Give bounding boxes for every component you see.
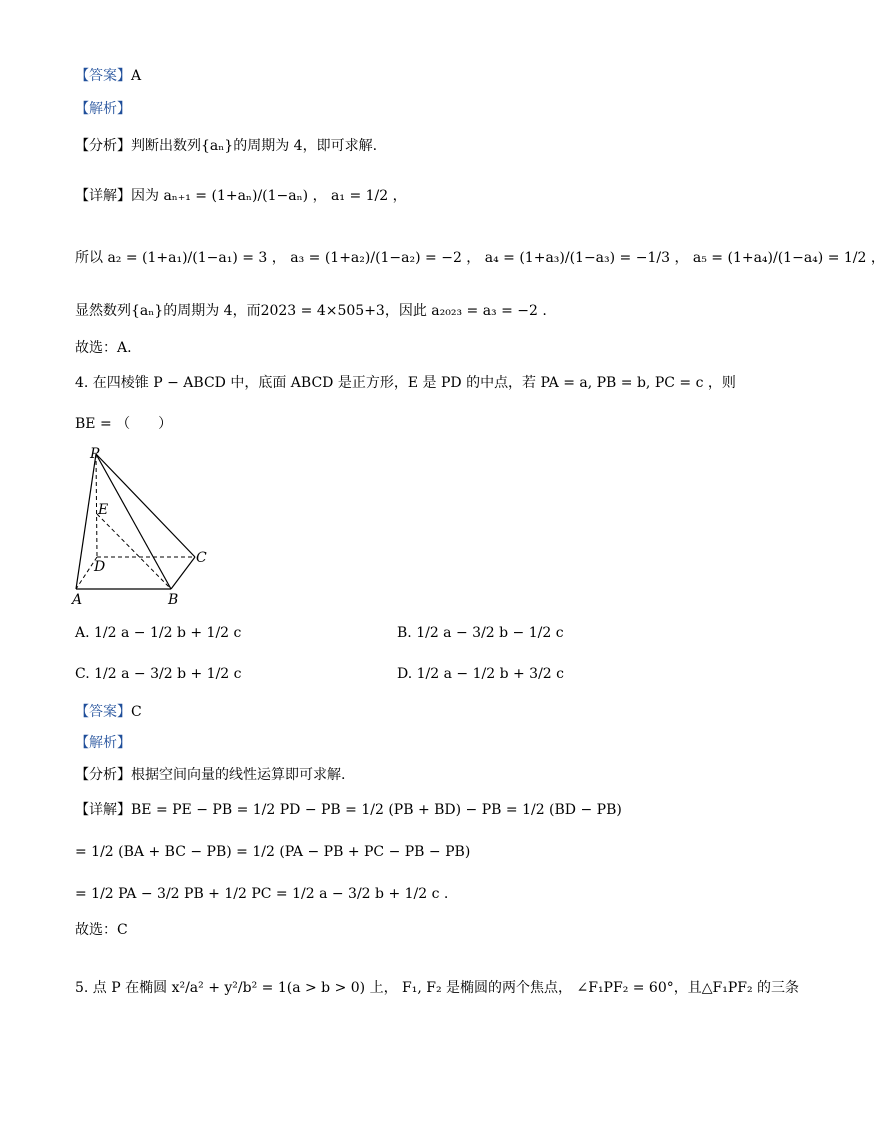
option-d[interactable] bbox=[397, 664, 564, 684]
fenxi-row-3 bbox=[75, 136, 377, 156]
question-stem: 5. 点 P 在椭圆 x²/a² + y²/b² = 1(a > b > 0) 上， F₁, F₂ 是椭圆的两个焦点， ∠F₁PF₂ = 60°，且△F₁PF₂ 的三条 bbox=[75, 980, 800, 996]
answer-row-4 bbox=[75, 702, 142, 722]
analysis-tag: 【解析】 bbox=[75, 735, 131, 751]
conclusion: 故选：C bbox=[75, 922, 128, 938]
vertex-label-D: D bbox=[94, 559, 106, 575]
vertex-label-P: P bbox=[90, 446, 100, 462]
conclusion-4 bbox=[75, 920, 128, 940]
vertex-label-E: E bbox=[98, 502, 109, 518]
detail-row-4c bbox=[75, 884, 448, 904]
fenxi-text: 判断出数列{aₙ}的周期为 4，即可求解. bbox=[131, 138, 378, 154]
question-stem-2: BE = （ ） bbox=[75, 416, 173, 432]
detail-tag: 【详解】 bbox=[75, 188, 131, 204]
option-b[interactable] bbox=[397, 623, 564, 643]
fenxi-row-4 bbox=[75, 765, 345, 785]
detail-row-4a bbox=[75, 800, 622, 820]
option-label: A. bbox=[75, 625, 90, 641]
analysis-row-3 bbox=[75, 99, 131, 119]
option-label: C. bbox=[75, 666, 90, 682]
question-4-stem-2 bbox=[75, 414, 172, 434]
detail-line: 显然数列{aₙ}的周期为 4，而2023 = 4×505+3，因此 a₂₀₂₃ = a₃ = −2 . bbox=[75, 303, 547, 319]
answer-value: C bbox=[131, 704, 142, 720]
fenxi-text: 根据空间向量的线性运算即可求解. bbox=[131, 767, 346, 783]
vertex-label-B: B bbox=[168, 592, 179, 608]
analysis-row-4 bbox=[75, 733, 131, 753]
detail-line: = 1/2 (BA + BC − PB) = 1/2 (PA − PB + PC − PB − PB) bbox=[75, 844, 471, 860]
answer-value: A bbox=[131, 68, 142, 84]
fenxi-tag: 【分析】 bbox=[75, 767, 131, 783]
vertex-label-A: A bbox=[72, 592, 83, 608]
option-label: D. bbox=[397, 666, 413, 682]
question-4-stem bbox=[75, 373, 736, 393]
detail-tag: 【详解】 bbox=[75, 802, 131, 818]
detail-line: 所以 a₂ = (1+a₁)/(1−a₁) = 3 ， a₃ = (1+a₂)/(1−a₂) = −2 ， a₄ = (1+a₃)/(1−a₃) = −1/3 ， a₅ = (1+a₄)/(1−a₄) = 1/2 ， bbox=[75, 250, 885, 266]
option-text: 1/2 a − 1/2 b + 3/2 c bbox=[416, 666, 564, 682]
option-text: 1/2 a − 3/2 b + 1/2 c bbox=[94, 666, 242, 682]
detail-row-4b bbox=[75, 842, 470, 862]
detail-row-3a bbox=[75, 186, 407, 206]
detail-line: BE = PE − PB = 1/2 PD − PB = 1/2 (PB + BD) − PB = 1/2 (BD − PB) bbox=[131, 802, 622, 818]
conclusion-3 bbox=[75, 338, 132, 358]
analysis-tag: 【解析】 bbox=[75, 101, 131, 117]
fenxi-tag: 【分析】 bbox=[75, 138, 131, 154]
vertex-label-C: C bbox=[196, 550, 207, 566]
detail-row-3b bbox=[75, 248, 885, 268]
option-c[interactable] bbox=[75, 664, 241, 684]
option-a[interactable] bbox=[75, 623, 241, 643]
detail-row-3c bbox=[75, 301, 547, 321]
question-stem: 4. 在四棱锥 P − ABCD 中，底面 ABCD 是正方形，E 是 PD 的中点，若 PA = a, PB = b, PC = c ，则 bbox=[75, 375, 736, 391]
option-text: 1/2 a − 1/2 b + 1/2 c bbox=[94, 625, 242, 641]
pyramid-figure bbox=[66, 444, 216, 609]
option-text: 1/2 a − 3/2 b − 1/2 c bbox=[416, 625, 564, 641]
detail-line: = 1/2 PA − 3/2 PB + 1/2 PC = 1/2 a − 3/2 b + 1/2 c . bbox=[75, 886, 449, 902]
conclusion: 故选：A. bbox=[75, 340, 132, 356]
detail-line: 因为 aₙ₊₁ = (1+aₙ)/(1−aₙ) ， a₁ = 1/2 ， bbox=[131, 188, 407, 204]
answer-tag: 【答案】 bbox=[75, 704, 131, 720]
option-label: B. bbox=[397, 625, 412, 641]
answer-tag: 【答案】 bbox=[75, 68, 131, 84]
answer-row-3 bbox=[75, 66, 141, 86]
question-5-stem bbox=[75, 978, 799, 998]
